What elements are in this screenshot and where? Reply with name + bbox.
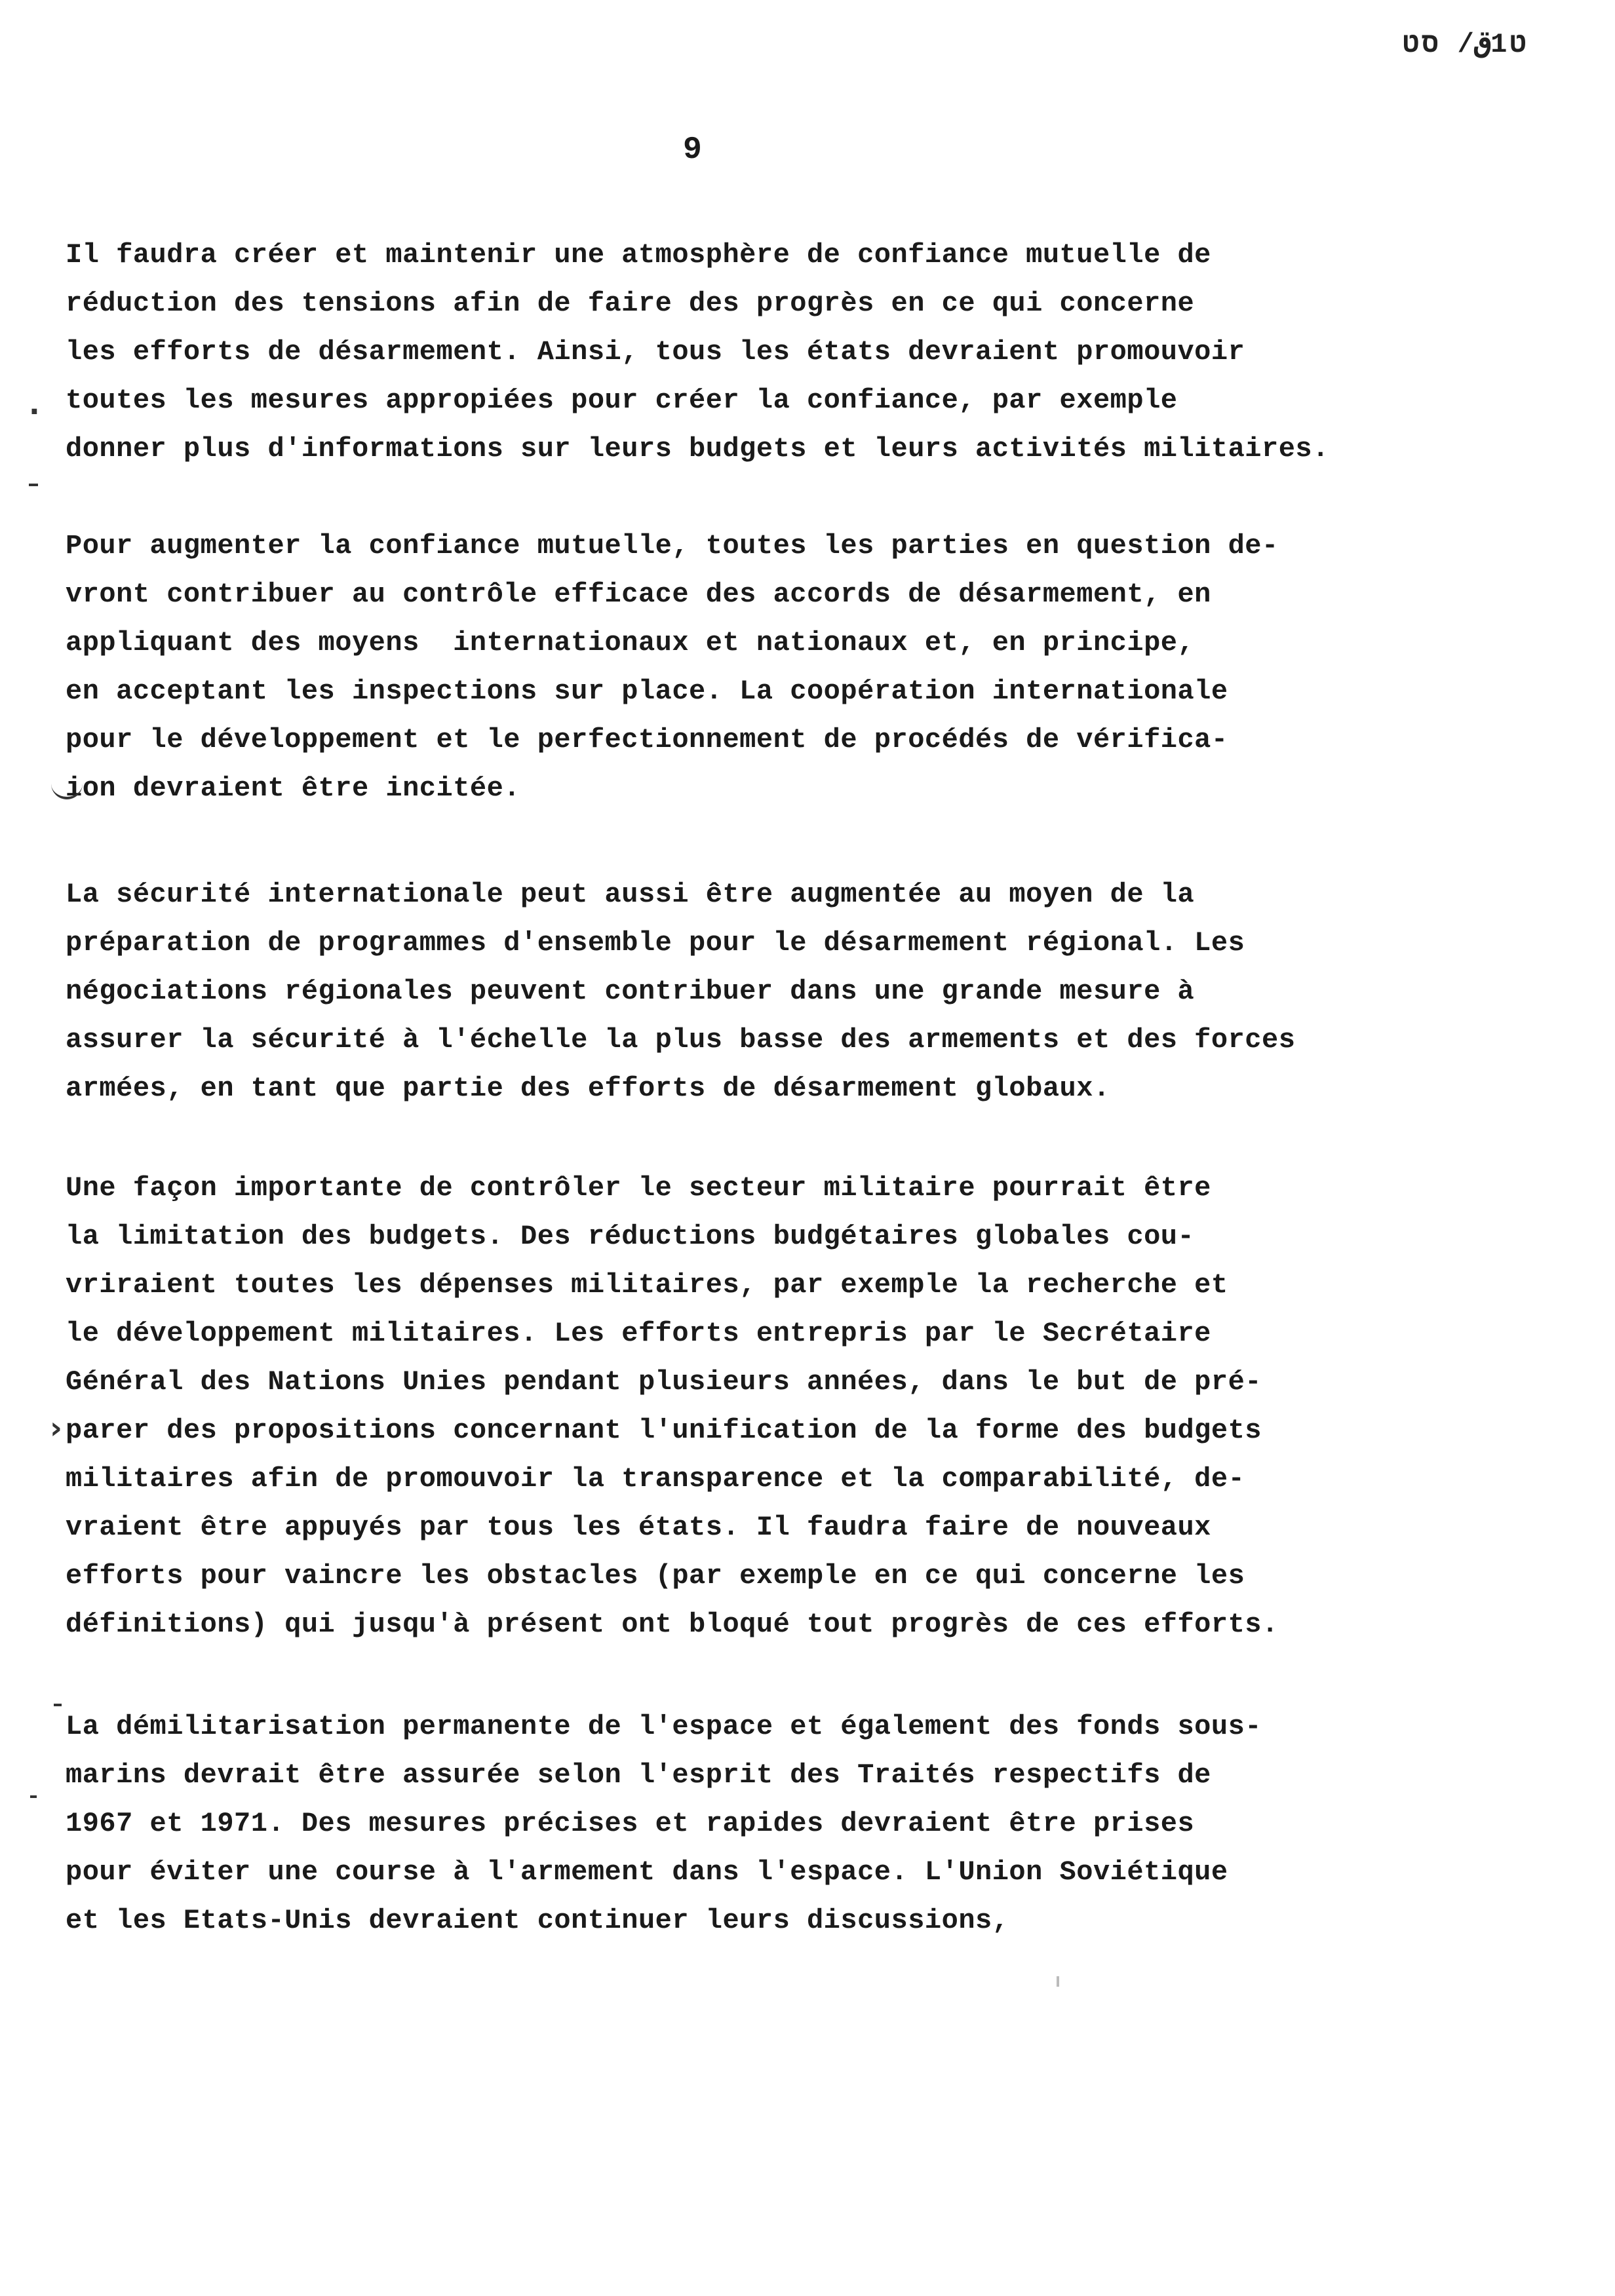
text-line: assurer la sécurité à l'échelle la plus basse des armements et des forces — [66, 1024, 1296, 1056]
text-line: armées, en tant que partie des efforts de désarmement globaux. — [66, 1073, 1110, 1104]
text-line: efforts pour vaincre les obstacles (par exemple en ce qui concerne les — [66, 1560, 1245, 1592]
page-number: 9 — [683, 132, 702, 168]
paragraph-1 — [66, 231, 1560, 473]
text-line: la limitation des budgets. Des réductions budgétaires globales cou- — [66, 1221, 1195, 1252]
text-line: Il faudra créer et maintenir une atmosphère de confiance mutuelle de — [66, 239, 1211, 271]
text-line: 1967 et 1971. Des mesures précises et rapides devraient être prises — [66, 1808, 1195, 1839]
text-line: pour éviter une course à l'armement dans l'espace. L'Union Soviétique — [66, 1856, 1228, 1888]
text-line: Pour augmenter la confiance mutuelle, toutes les parties en question de- — [66, 530, 1279, 562]
text-line: préparation de programmes d'ensemble pour le désarmement régional. Les — [66, 927, 1245, 959]
text-line: appliquant des moyens internationaux et nationaux et, en principe, — [66, 627, 1195, 659]
text-line: ion devraient être incitée. — [66, 773, 521, 804]
scan-tick-mark — [1057, 1976, 1059, 1987]
text-line: et les Etats-Unis devraient continuer leurs discussions, — [66, 1905, 1009, 1936]
text-line: pour le développement et le perfectionnement de procédés de vérifica- — [66, 724, 1228, 756]
text-line: Une façon importante de contrôler le secteur militaire pourrait être — [66, 1172, 1211, 1204]
text-line: les efforts de désarmement. Ainsi, tous les états devraient promouvoir — [66, 336, 1245, 368]
text-line: vriraient toutes les dépenses militaires, par exemple la recherche et — [66, 1269, 1228, 1301]
margin-dash-mark — [30, 1795, 37, 1798]
paragraph-5 — [66, 1702, 1560, 1945]
text-line: le développement militaires. Les efforts entrepris par le Secrétaire — [66, 1318, 1211, 1349]
text-line: La démilitarisation permanente de l'espace et également des fonds sous- — [66, 1711, 1262, 1742]
margin-dash-mark — [54, 1704, 62, 1706]
text-line: donner plus d'informations sur leurs budgets et leurs activités militaires. — [66, 433, 1329, 465]
paragraph-4 — [66, 1164, 1560, 1649]
document-reference: ט1ق/ סט — [1403, 29, 1529, 60]
paragraph-3 — [66, 870, 1560, 1113]
text-line: parer des propositions concernant l'unification de la forme des budgets — [66, 1415, 1262, 1446]
margin-dash-mark — [29, 484, 38, 486]
text-line: définitions) qui jusqu'à présent ont bloqué tout progrès de ces efforts. — [66, 1609, 1279, 1640]
text-line: Général des Nations Unies pendant plusieurs années, dans le but de pré- — [66, 1366, 1262, 1398]
margin-dot-mark: . — [29, 388, 40, 421]
text-line: La sécurité internationale peut aussi être augmentée au moyen de la — [66, 879, 1195, 910]
paragraph-2 — [66, 522, 1560, 813]
text-line: négociations régionales peuvent contribuer dans une grande mesure à — [66, 976, 1195, 1007]
text-line: vraient être appuyés par tous les états. Il faudra faire de nouveaux — [66, 1512, 1211, 1543]
text-line: en acceptant les inspections sur place. La coopération internationale — [66, 676, 1228, 707]
text-line: toutes les mesures appropiées pour créer la confiance, par exemple — [66, 385, 1178, 416]
text-line: vront contribuer au contrôle efficace des accords de désarmement, en — [66, 579, 1211, 610]
text-line: réduction des tensions afin de faire des progrès en ce qui concerne — [66, 288, 1195, 319]
margin-hook-mark: › — [50, 1410, 62, 1445]
text-line: marins devrait être assurée selon l'esprit des Traités respectifs de — [66, 1759, 1211, 1791]
text-line: militaires afin de promouvoir la transparence et la comparabilité, de- — [66, 1463, 1245, 1495]
